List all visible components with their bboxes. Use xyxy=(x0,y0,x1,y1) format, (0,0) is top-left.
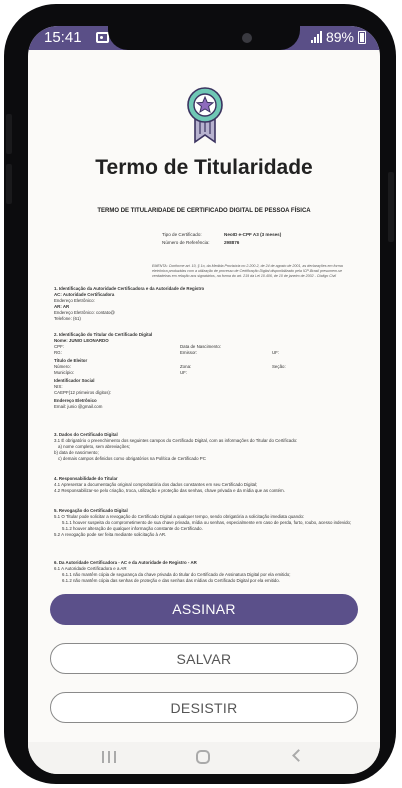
home-icon[interactable] xyxy=(196,750,210,764)
back-icon[interactable] xyxy=(292,749,305,762)
status-right xyxy=(311,29,366,45)
camera-notch xyxy=(108,26,300,50)
document-subtitle: TERMO DE TITULARIDADE DE CERTIFICADO DIGITAL DE PESSOA FÍSICA xyxy=(97,208,311,214)
meta-certificate-type: Tipo de Certificado: NeoID e-CPF A3 (3 meses) xyxy=(162,232,282,237)
screen xyxy=(28,26,380,774)
battery-percent: 89% xyxy=(325,29,354,45)
recent-apps-icon[interactable] xyxy=(102,751,116,763)
desistir-button[interactable]: DESISTIR xyxy=(50,692,358,723)
section-1: 1. Identificação da Autoridade Certificadora e da Autoridade de Registro AC: Autoridade Certificadora Endereço Eletrônico: AR: AR Endereço Eletrônico: contato@ Telefone: (61) xyxy=(54,286,205,321)
camera-icon xyxy=(242,33,252,43)
section-3: 3. Dados do Certificado Digital 3.1 É obrigatório o preenchimento dos seguintes campos do Certificado Digital, com as informações do Titular do Certificado: a) nome completo, sem abreviações; b) data de nascimento; c) demais campos definidos como obrigatórios na Política de Certificado PC xyxy=(54,432,298,461)
section-6: 6. Da Autoridade Certificadora - AC e da Autoridade de Registro - AR 6.1 A Autoridade Certificadora e a AR 6.1.1 não mantêm cópia de segurança da chave privada do titular do Certificado de Assinatura Digital por ela emitido; 6.1.2 não mantêm cópia das senhas de proteção e das senhas das mídias do Certificado Digital por ela emitido. xyxy=(54,560,291,583)
power-button xyxy=(388,172,394,242)
volume-up-button xyxy=(6,114,12,154)
section-5: 5. Revogação do Certificado Digital 5.1 O Titular pode solicitar a revogação do Certificado Digital a qualquer tempo, sendo obrigatória a solicitação imediata quando: 5.1.1 houver suspeita do comprometimento de sua chave privada, mídia ou senhas, especialmente em caso de perda, furto, roubo, acesso indevido; 5.1.2 houver alteração de qualquer informação constante do Certificado. 5.2 A revogação pode ser feita mediante solicitação à AR. xyxy=(54,508,352,537)
navigation-bar xyxy=(28,742,380,774)
assinar-button[interactable]: ASSINAR xyxy=(50,594,358,625)
section-4: 4. Responsabilidade do Titular 4.1 Apresentar a documentação original comprobatória dos dados constantes em seu Certificado Digital; 4.2 Responsabilizar-se pelo criação, troca, utilização e proteção das senhas, chave privada e da mídia que as contém. xyxy=(54,476,285,493)
meta-reference-number: Número de Referência: 298876 xyxy=(162,240,240,245)
battery-icon xyxy=(358,31,366,44)
document-title: Termo de Titularidade xyxy=(95,156,313,179)
image-notification-icon xyxy=(96,32,109,43)
terms-document[interactable] xyxy=(44,82,364,602)
signal-icon xyxy=(311,31,322,43)
section-2: 2. Identificação do Titular do Certificado Digital Nome: JUNIO LEONARDO CPF: Data de Nascimento: RG: Emissor: UF: Título de Eleitor Número: Zona: Seção: Município: UF: Identificador Social NIS: CAEPF(12 primeiros dígitos): Endereço Eletrônico Email: junio @gmail.com xyxy=(54,332,286,409)
certificate-badge-icon xyxy=(184,86,226,144)
status-time: 15:41 xyxy=(44,29,82,46)
salvar-button[interactable]: SALVAR xyxy=(50,643,358,674)
phone-frame xyxy=(4,4,396,784)
volume-down-button xyxy=(6,164,12,204)
ementa-text: EMENTA: Conforme art. 10, § 1o, da Medida Provisória no 2.200-2, de 24 de agosto de 2001, as declarações em forma eletrônica produzidas com a utilização de processo de Certificação Digital disponibilizado pela ICP-Brasil presumem-se verdadeiras em relação aos signatários, na forma do art. 219 da Lei 10.406, de 10 de janeiro de 2002 - Código Civil xyxy=(152,264,343,278)
